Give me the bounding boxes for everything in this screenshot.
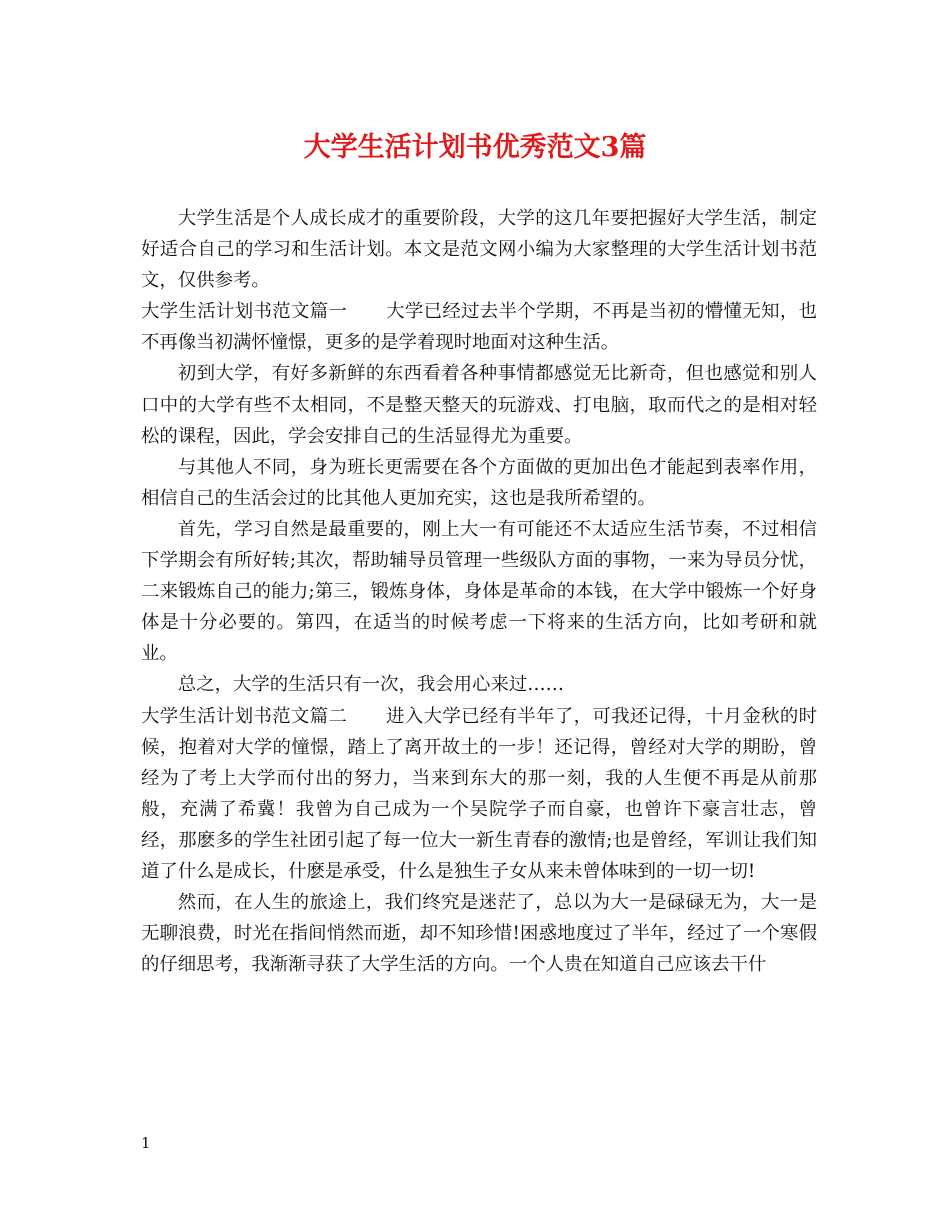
intro-paragraph: 大学生活是个人成长成才的重要阶段，大学的这几年要把握好大学生活，制定好适合自己的学习和生活计划。本文是范文网小编为大家整理的大学生活计划书范文，仅供参考。 [141,208,817,292]
section1-heading: 大学生活计划书范文篇一 [141,301,348,323]
section1-text: 大学已经过去半个学期，不再是当初的懵懂无知，也不再像当初满怀憧憬，更多的是学着现时地面对这种生活。 [141,301,817,354]
document-title: 大学生活计划书优秀范文3篇 [303,132,647,163]
paragraph-4: 首先，学习自然是最重要的，刚上大一有可能还不太适应生活节奏，不过相信下学期会有所好转;其次，帮助辅导员管理一些级队方面的事物，一来为导员分忧，二来锻炼自己的能力;第三，锻炼身体，身体是革命的本钱，在大学中锻炼一个好身体是十分必要的。第四，在适当的时候考虑一下将来的生活方向，比如考研和就业。 [141,518,817,665]
paragraph-3: 与其他人不同，身为班长更需要在各个方面做的更加出色才能起到表率作用，相信自己的生活会过的比其他人更加充实，这也是我所希望的。 [141,456,817,509]
section1-paragraph [141,296,817,358]
paragraph-5: 总之，大学的生活只有一次，我会用心来过…… [177,674,565,696]
section2-paragraph [141,701,817,888]
document-body [141,203,817,980]
section2-heading: 大学生活计划书范文篇二 [141,705,348,727]
section2-text: 进入大学已经有半年了，可我还记得，十月金秋的时候，抱着对大学的憧憬，踏上了离开故土的一步！还记得，曾经对大学的期盼，曾经为了考上大学而付出的努力，当来到东大的那一刻，我的人生便不再是从前那般，充满了希冀！我曾为自己成为一个吴院学子而自豪，也曾许下豪言壮志，曾经，那麽多的学生社团引起了每一位大一新生青春的激情;也是曾经，军训让我们知道了什么是成长，什麽是承受，什么是独生子女从来未曾体味到的一切一切! [141,705,817,882]
paragraph-2: 初到大学，有好多新鲜的东西看着各种事情都感觉无比新奇，但也感觉和别人口中的大学有些不太相同，不是整天整天的玩游戏、打电脑，取而代之的是相对轻松的课程，因此，学会安排自己的生活显得尤为重要。 [141,363,817,447]
paragraph-6: 然而，在人生的旅途上，我们终究是迷茫了，总以为大一是碌碌无为，大一是无聊浪费，时光在指间悄然而逝，却不知珍惜!困惑地度过了半年，经过了一个寒假的仔细思考，我渐渐寻获了大学生活的方向。一个人贵在知道自己应该去干什 [141,892,817,976]
page-number: 1 [141,1134,151,1152]
